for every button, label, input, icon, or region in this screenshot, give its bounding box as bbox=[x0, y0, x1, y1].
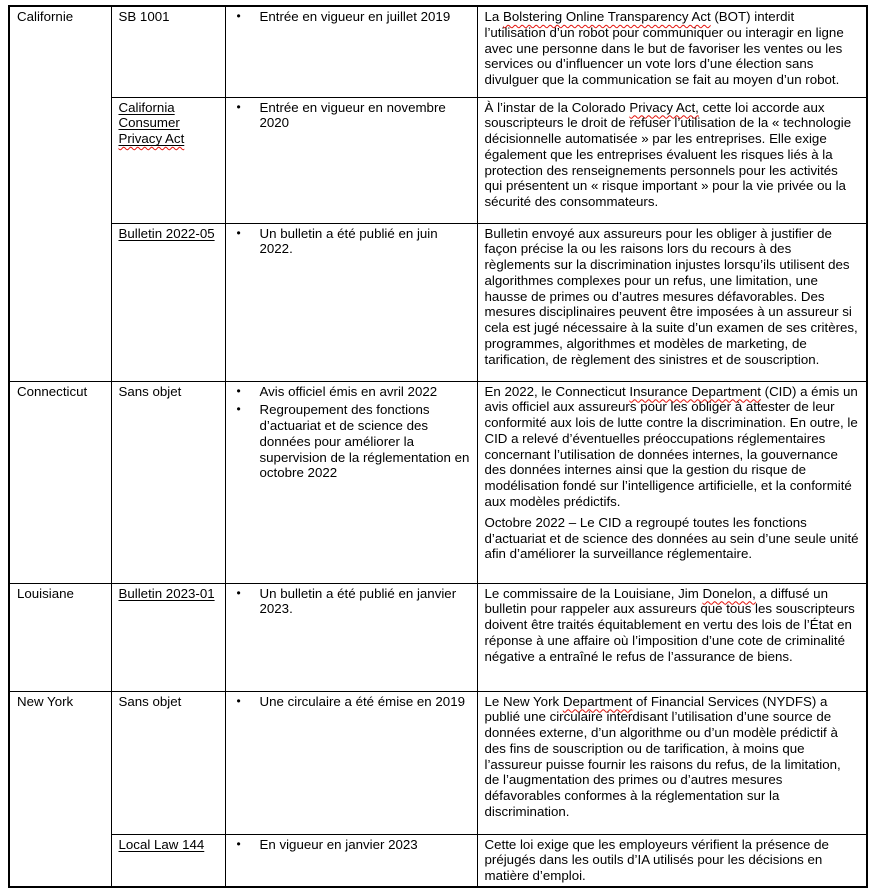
spellcheck-squiggle-text: Privacy Act bbox=[118, 131, 185, 147]
paragraph: En 2022, le Connecticut Insurance Department (CID) a émis un avis officiel aux assureurs pour les obliger à attester de leur conformité aux lois de lutte contre la discrimination. En outre, le CID a relevé d’éventuelles préoccupations réglementaires concernant l’utilisation de données internes, la gouvernance des données internes ainsi que la gestion du risque de modélisation fondé sur l’intelligence artificielle, et la conformité aux modèles prédictifs. bbox=[484, 383, 858, 510]
bullet-item bbox=[226, 402, 473, 481]
paragraph: Cette loi exige que les employeurs vérifient la présence de préjugés dans les outils d’IA utilisés pour les décisions en matière d’emploi. bbox=[484, 836, 829, 884]
measure-link[interactable] bbox=[119, 226, 218, 242]
details-cell bbox=[477, 691, 867, 834]
timeline-bullets bbox=[226, 837, 473, 853]
bullet-text: Un bulletin a été publié en juin 2022. bbox=[259, 225, 438, 257]
details-text bbox=[485, 586, 860, 665]
details-text bbox=[485, 837, 860, 884]
bullet-item bbox=[226, 694, 473, 710]
details-cell bbox=[477, 834, 867, 887]
measure-cell bbox=[111, 691, 225, 834]
paragraph: La Bolstering Online Transparency Act (BOT) interdit l’utilisation d’un robot pour communiquer ou interagir en ligne avec une personne dans le but de favoriser les ventes ou les services ou d’influencer un vote lors d’une élection sans divulguer que la communication se fait au moyen d’un robot. bbox=[484, 9, 844, 88]
bullet-text: Avis officiel émis en avril 2022 bbox=[259, 383, 438, 399]
timeline-bullets bbox=[226, 384, 473, 482]
timeline-bullets bbox=[226, 9, 473, 25]
measure-cell bbox=[111, 97, 225, 223]
underlined-text bbox=[119, 131, 185, 146]
details-cell bbox=[477, 6, 867, 97]
underlined-text: California Consumer bbox=[118, 99, 180, 131]
paragraph: Octobre 2022 – Le CID a regroupé toutes les fonctions d’actuariat et de science des données au sein d’une seule unité afin d’améliorer la surveillance réglementaire. bbox=[484, 514, 859, 562]
bullet-icon: • bbox=[236, 383, 241, 398]
table-row bbox=[9, 381, 867, 583]
measure-link[interactable] bbox=[119, 100, 218, 147]
bullet-icon: • bbox=[236, 585, 241, 600]
timeline-cell bbox=[225, 834, 477, 887]
bullet-text: Un bulletin a été publié en janvier 2023. bbox=[259, 585, 457, 617]
bullet-icon: • bbox=[236, 693, 241, 708]
bullet-icon: • bbox=[236, 9, 241, 23]
timeline-cell bbox=[225, 583, 477, 691]
details-text bbox=[485, 384, 860, 563]
table-row bbox=[9, 834, 867, 887]
paragraph bbox=[119, 837, 218, 853]
table-row bbox=[9, 6, 867, 97]
paragraph bbox=[119, 226, 218, 242]
measure-cell bbox=[111, 583, 225, 691]
measure-link[interactable] bbox=[119, 837, 218, 853]
details-text bbox=[485, 694, 860, 820]
measure-cell bbox=[111, 381, 225, 583]
paragraph: Le commissaire de la Louisiane, Jim Donelon, a diffusé un bulletin pour rappeler aux assureurs que tous les souscripteurs doivent être traités équitablement en vertu des lois de l’État en réponse à une affaire où l’imposition d’une cote de criminalité négative a entraîné le refus de l’assurance de biens. bbox=[484, 585, 855, 664]
table-row bbox=[9, 97, 867, 223]
bullet-icon: • bbox=[236, 99, 241, 114]
state-cell bbox=[9, 381, 111, 583]
paragraph bbox=[119, 586, 218, 602]
measure-text bbox=[119, 384, 218, 400]
state-label: Connecticut bbox=[17, 383, 88, 399]
details-cell bbox=[477, 381, 867, 583]
bullet-item bbox=[226, 384, 473, 400]
state-label: New York bbox=[17, 693, 74, 709]
spellcheck-squiggle-text: Privacy Act, bbox=[629, 99, 699, 115]
paragraph: Sans objet bbox=[118, 383, 182, 399]
bullet-text: Regroupement des fonctions d’actuariat et de science des données pour améliorer la supervision de la réglementation en octobre 2022 bbox=[259, 402, 470, 481]
details-text bbox=[485, 226, 860, 368]
bullet-item bbox=[226, 226, 473, 258]
paragraph bbox=[119, 100, 218, 147]
underlined-text: Bulletin 2022-05 bbox=[118, 225, 215, 241]
state-cell bbox=[9, 583, 111, 691]
bullet-item bbox=[226, 586, 473, 618]
timeline-bullets bbox=[226, 694, 473, 710]
regulations-table bbox=[8, 5, 868, 888]
timeline-cell bbox=[225, 381, 477, 583]
timeline-cell bbox=[225, 97, 477, 223]
paragraph: Sans objet bbox=[118, 693, 182, 709]
state-label: Californie bbox=[17, 9, 74, 24]
spellcheck-squiggle-text: Donelon, bbox=[702, 585, 756, 601]
table-row bbox=[9, 691, 867, 834]
paragraph: À l’instar de la Colorado Privacy Act, cette loi accorde aux souscripteurs le droit de refuser l’utilisation de la « technologie décisionnelle automatisée » par les entreprises. Elle exige également que les entreprises évaluent les risques liés à la protection des renseignements personnels pour les activités qui présentent un « risque important » pour la vie privée ou la sécurité des consommateurs. bbox=[484, 99, 852, 210]
bullet-text: Entrée en vigueur en juillet 2019 bbox=[259, 9, 451, 24]
spellcheck-squiggle-text: Insurance Department bbox=[629, 383, 761, 399]
table-row bbox=[9, 223, 867, 381]
timeline-cell bbox=[225, 223, 477, 381]
bullet-text: Une circulaire a été émise en 2019 bbox=[259, 693, 465, 709]
timeline-bullets bbox=[226, 226, 473, 258]
spellcheck-squiggle-text: Department bbox=[562, 693, 633, 709]
bullet-text: En vigueur en janvier 2023 bbox=[259, 836, 418, 852]
timeline-bullets bbox=[226, 586, 473, 618]
state-label: Louisiane bbox=[17, 585, 74, 601]
bullet-icon: • bbox=[236, 225, 241, 240]
table-row bbox=[9, 583, 867, 691]
paragraph: SB 1001 bbox=[118, 9, 170, 24]
details-text bbox=[485, 100, 860, 211]
measure-cell bbox=[111, 6, 225, 97]
underlined-text: Bulletin 2023-01 bbox=[118, 585, 215, 601]
measure-text bbox=[119, 9, 218, 25]
bullet-icon: • bbox=[236, 402, 241, 417]
bullet-item bbox=[226, 9, 473, 25]
state-cell bbox=[9, 6, 111, 381]
measure-link[interactable] bbox=[119, 586, 218, 602]
details-cell bbox=[477, 583, 867, 691]
timeline-bullets bbox=[226, 100, 473, 132]
paragraph: Bulletin envoyé aux assureurs pour les obliger à justifier de façon précise la ou les raisons lors du recours à des règlements sur la discrimination injustes lorsqu’ils utilisent des algorithmes complexes pour un refus, une limitation, une hausse de primes ou d’autres mesures défavorables. Des mesures disciplinaires peuvent être imposées à un assureur si cela est jugé nécessaire à la suite d’un examen de ses critères, programmes, algorithmes et modèles de marketing, de tarification, de règlement des sinistres et de souscription. bbox=[484, 225, 858, 367]
timeline-cell bbox=[225, 6, 477, 97]
bullet-icon: • bbox=[236, 836, 241, 851]
details-cell bbox=[477, 223, 867, 381]
measure-text bbox=[119, 694, 218, 710]
bullet-text: Entrée en vigueur en novembre 2020 bbox=[259, 99, 446, 131]
underlined-text: Local Law 144 bbox=[118, 836, 205, 852]
measure-cell bbox=[111, 223, 225, 381]
details-text bbox=[485, 9, 860, 88]
details-cell bbox=[477, 97, 867, 223]
state-cell bbox=[9, 691, 111, 887]
measure-cell bbox=[111, 834, 225, 887]
timeline-cell bbox=[225, 691, 477, 834]
spellcheck-squiggle-text: Bolstering Online Transparency Act bbox=[503, 9, 711, 24]
paragraph: Le New York Department of Financial Services (NYDFS) a publié une circulaire interdisant l’utilisation d’une source de données externe, d’un algorithme ou d’un modèle prédictif à des fins de souscription ou de tarification, à moins que l’assureur puisse fournir les raisons du refus, de la limitation, de l’augmentation des primes ou d’autres mesures défavorables conformes à la réglementation sur la discrimination. bbox=[484, 693, 841, 820]
bullet-item bbox=[226, 837, 473, 853]
bullet-item bbox=[226, 100, 473, 132]
